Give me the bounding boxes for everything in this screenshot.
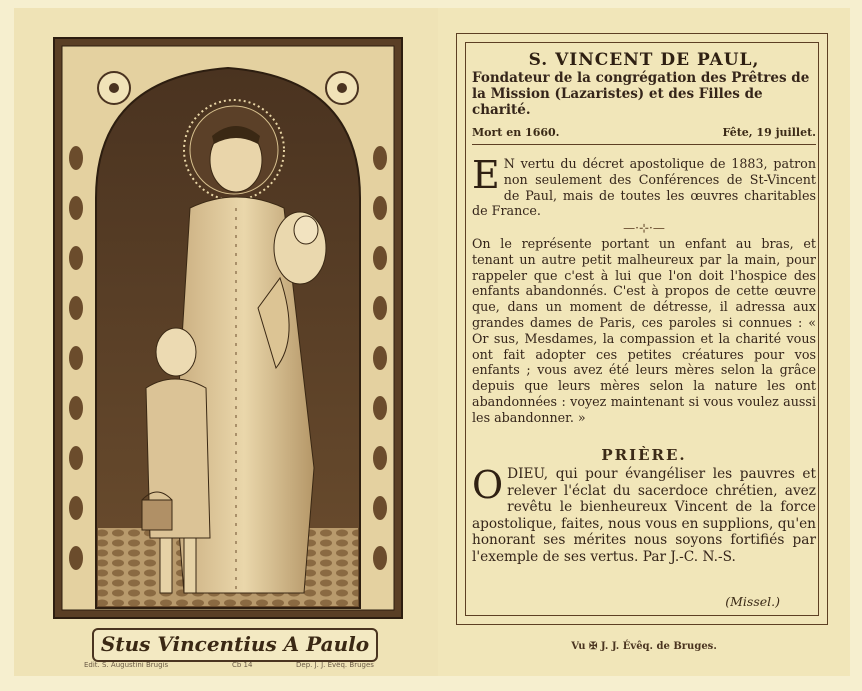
- imprint-publisher: Edit. S. Augustini Brugis: [84, 661, 169, 669]
- death-date: Mort en 1660.: [472, 126, 560, 139]
- imprint-code: Cb 14: [232, 661, 253, 669]
- paragraph-decree-text: N vertu du décret apostolique de 1883, patron non seulement des Conférences de St-Vincent de Paul, mais de toutes les œuvres charitables de France.: [472, 156, 816, 219]
- saint-illustration: [14, 8, 438, 676]
- saint-title: S. VINCENT DE PAUL,: [528, 50, 760, 70]
- divider: [472, 144, 816, 145]
- holy-card-text-panel: [438, 8, 850, 676]
- prayer-text: [472, 463, 816, 566]
- image-caption: Stus Vincentius A Paulo: [92, 628, 378, 662]
- prayer-heading: PRIÈRE.: [601, 446, 687, 464]
- feast-date: Fête, 19 juillet.: [722, 126, 816, 139]
- drop-cap: O: [472, 463, 504, 507]
- paragraph-decree: [472, 153, 816, 219]
- dates-row: [472, 126, 816, 139]
- ornament-divider: —·⊹·—: [623, 221, 665, 235]
- imprint-depot: Dep. J. J. Evêq. Bruges: [296, 661, 374, 669]
- source-note: (Missel.): [725, 594, 780, 609]
- prayer-text-body: DIEU, qui pour évangéliser les pauvres et relever l'éclat du sacerdoce chrétien, avez revêtu le bienheureux Vincent de la force apostolique, faites, nous vous en supplions, qu'en honorant ses mérites nous soyons fortifiés par l'exemple de ses vertus. Par J.-C. N.-S.: [472, 466, 816, 565]
- paragraph-description: On le représente portant un enfant au bras, et tenant un autre petit malheureux par la main, pour rappeler que c'est à lui que l'on doit l'hospice des enfants abandonnés. C'est à propos de cette œuvre que, dans un moment de détresse, il adressa aux grandes dames de Paris, ces paroles si connues : « Or sus, Mesdames, la compassion et la charité vous ont fait adopter ces petites créatures pour vos enfants ; vous avez été leurs mères selon la grâce depuis que leurs mères selon la nature les ont abandonnées : voyez maintenant si vous voulez aussi les abandonner. »: [472, 236, 816, 425]
- imprimatur: Vu ✠ J. J. Évêq. de Bruges.: [571, 641, 717, 652]
- drop-cap: E: [472, 153, 500, 197]
- saint-subtitle: Fondateur de la congrégation des Prêtres de la Mission (Lazaristes) et des Filles de charité.: [472, 70, 810, 118]
- holy-card-image-panel: [14, 8, 438, 676]
